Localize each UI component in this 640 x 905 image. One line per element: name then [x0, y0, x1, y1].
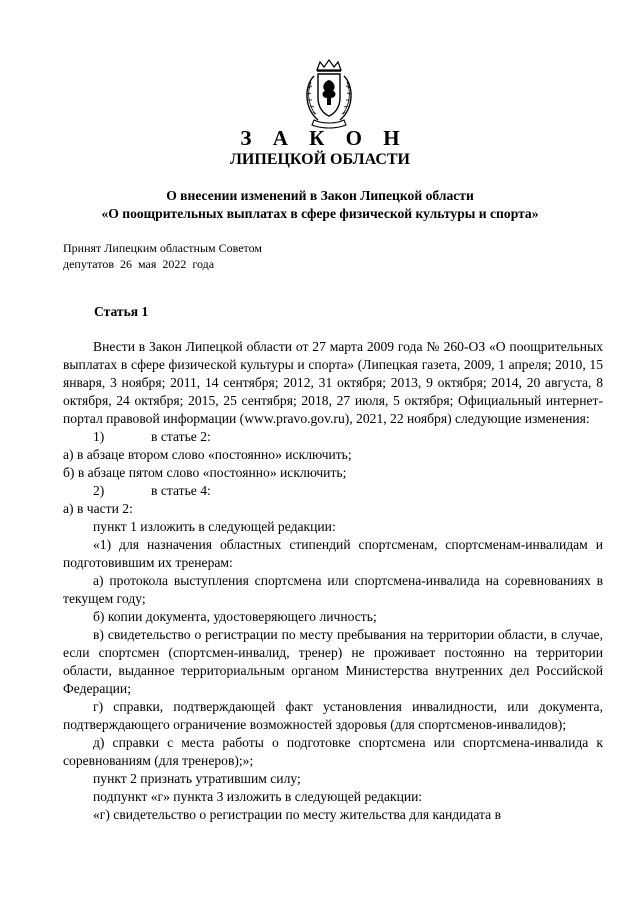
- list-item-text: в статье 4:: [151, 483, 211, 498]
- document-subtitle: ЛИПЕЦКОЙ ОБЛАСТИ: [230, 151, 410, 168]
- list-item-number: 1): [93, 429, 105, 444]
- coat-of-arms-emblem: [300, 58, 358, 130]
- paragraph: «г) свидетельство о регистрации по месту жительства для кандидата в: [93, 807, 502, 822]
- paragraph: г) справки, подтверждающей факт установления инвалидности, или документа, подтверждающего ограничение возможностей здоровья (для спортсменов-инвалидов);: [63, 699, 603, 732]
- paragraph: б) в абзаце пятом слово «постоянно» исключить;: [63, 465, 347, 480]
- paragraph: д) справки с места работы о подготовке спортсмена или спортсмена-инвалида к соревнованиям (для тренеров);»;: [63, 735, 603, 768]
- paragraph: а) протокола выступления спортсмена или спортсмена-инвалида на соревнованиях в текущем году;: [63, 573, 603, 606]
- paragraph: Внести в Закон Липецкой области от 27 марта 2009 года № 260-ОЗ «О поощрительных выплатах в сфере физической культуры и спорта» (Липецкая газета, 2009, 1 апреля; 2010, 15 января, 3 ноября; 2011, 14 сентября; 2012, 31 октября; 2013, 9 октября; 2014, 20 августа, 8 октября, 24 октября; 2015, 25 сентября; 2018, 27 июля, 5 октября; Официальный интернет-портал правовой информации (www.pravo.gov.ru), 2021, 22 ноября) следующие изменения:: [63, 339, 603, 426]
- paragraph: подпункт «г» пункта 3 изложить в следующей редакции:: [93, 789, 423, 804]
- paragraph: в) свидетельство о регистрации по месту пребывания на территории области, в случае, если спортсмен (спортсмен-инвалид, тренер) не проживает постоянно на территории области, выданное территориальным органом Министерства внутренних дел Российской Федерации;: [63, 627, 603, 696]
- adoption-line-1: Принят Липецким областным Советом: [63, 241, 262, 255]
- law-heading-line-1: О внесении изменений в Закон Липецкой области: [166, 188, 474, 203]
- list-item: [63, 482, 603, 500]
- paragraph: пункт 2 признать утратившим силу;: [93, 771, 301, 786]
- list-item: [63, 428, 603, 446]
- law-heading: [0, 187, 640, 223]
- paragraph: а) в части 2:: [63, 501, 133, 516]
- list-item-text: в статье 2:: [151, 429, 211, 444]
- adoption-info: [63, 240, 463, 272]
- article-title: Статья 1: [94, 304, 149, 319]
- paragraph: а) в абзаце втором слово «постоянно» исключить;: [63, 447, 352, 462]
- article-body: [63, 338, 603, 824]
- coat-of-arms-icon: [300, 58, 358, 130]
- paragraph: б) копии документа, удостоверяющего личность;: [93, 609, 377, 624]
- paragraph: «1) для назначения областных стипендий спортсменам, спортсменам-инвалидам и подготовившим их тренерам:: [63, 537, 603, 570]
- paragraph: пункт 1 изложить в следующей редакции:: [93, 519, 336, 534]
- adoption-line-2: депутатов 26 мая 2022 года: [63, 257, 215, 271]
- law-heading-line-2: «О поощрительных выплатах в сфере физической культуры и спорта»: [101, 206, 539, 221]
- document-title: З А К О Н: [240, 126, 408, 150]
- list-item-number: 2): [93, 483, 105, 498]
